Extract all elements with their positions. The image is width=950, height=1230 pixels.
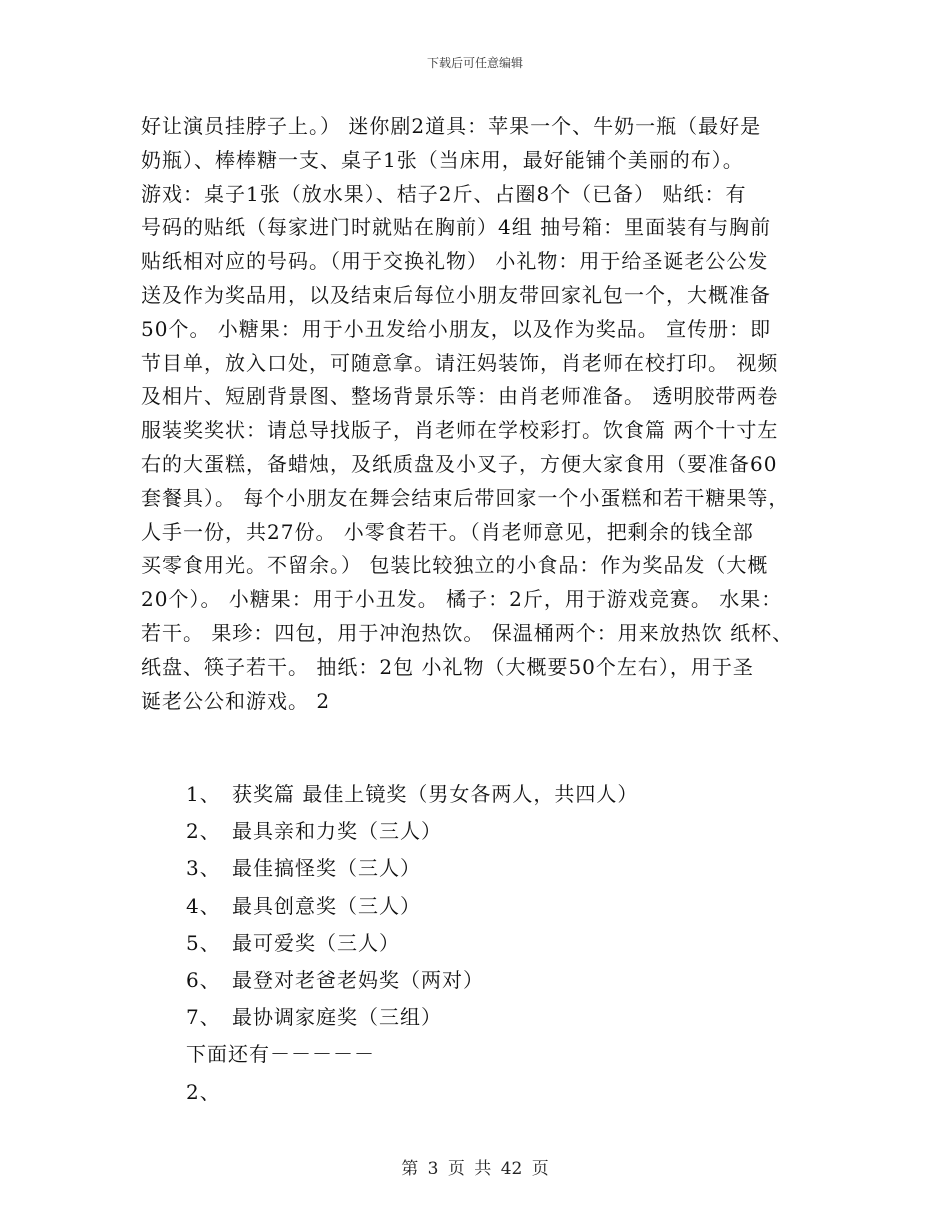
list-item-label: 最具亲和力奖（三人） bbox=[232, 819, 442, 844]
text-line: 20个）。 小糖果：用于小丑发。 橘子：2斤，用于游戏竞赛。 水果： bbox=[141, 587, 783, 612]
body-paragraph bbox=[141, 110, 813, 718]
list-item-number: 7、 bbox=[186, 1005, 221, 1030]
list-item-number: 5、 bbox=[186, 930, 221, 955]
awards-list bbox=[186, 776, 806, 1111]
text-line: 50个。 小糖果：用于小丑发给小朋友，以及作为奖品。 宣传册：即 bbox=[141, 316, 772, 341]
list-item-label: 最登对老爸老妈奖（两对） bbox=[232, 968, 484, 993]
page-header: 下载后可任意编辑 bbox=[426, 56, 523, 70]
list-item-label: 最可爱奖（三人） bbox=[232, 930, 400, 955]
list-item bbox=[186, 888, 806, 925]
list-item bbox=[186, 850, 806, 887]
text-line: 诞老公公和游戏。 2 bbox=[141, 688, 331, 713]
text-line: 买零食用光。不留余。） 包装比较独立的小食品：作为奖品发（大概 bbox=[141, 553, 769, 578]
text-line: 右的大蛋糕，备蜡烛，及纸质盘及小叉子，方便大家食用（要准备60 bbox=[141, 451, 778, 476]
text-line: 送及作为奖品用，以及结束后每位小朋友带回家礼包一个，大概准备 bbox=[141, 282, 771, 307]
text-line: 人手一份，共27份。 小零食若干。（肖老师意见，把剩余的钱全部 bbox=[141, 519, 754, 544]
list-item bbox=[186, 999, 806, 1036]
list-item-number: 4、 bbox=[186, 893, 221, 918]
list-item bbox=[186, 962, 806, 999]
list-item bbox=[186, 925, 806, 962]
text-line: 套餐具）。 每个小朋友在舞会结束后带回家一个小蛋糕和若干糖果等， bbox=[141, 485, 790, 510]
text-line: 号码的贴纸（每家进门时就贴在胸前）4组 抽号箱：里面装有与胸前 bbox=[141, 215, 772, 240]
text-line: 服装奖奖状：请总导找版子，肖老师在学校彩打。饮食篇 两个十寸左 bbox=[141, 418, 779, 443]
text-line: 纸盘、筷子若干。 抽纸：2包 小礼物（大概要50个左右），用于圣 bbox=[141, 654, 754, 679]
text-line: 游戏：桌子1张（放水果）、桔子2斤、占圈8个（已备） 贴纸：有 bbox=[141, 181, 747, 206]
text-line: 若干。 果珍：四包，用于冲泡热饮。 保温桶两个：用来放热饮 纸杯、 bbox=[141, 620, 794, 645]
text-line: 奶瓶）、棒棒糖一支、桌子1张（当床用，最好能铺个美丽的布）。 bbox=[141, 147, 744, 172]
list-item-number: 2、 bbox=[186, 1079, 221, 1104]
page-number-footer: 第 3 页 共 42 页 bbox=[401, 1159, 549, 1179]
text-line: 贴纸相对应的号码。（用于交换礼物） 小礼物：用于给圣诞老公公发 bbox=[141, 249, 769, 274]
text-line: 及相片、短剧背景图、整场背景乐等：由肖老师准备。 透明胶带两卷 bbox=[141, 384, 779, 409]
list-item-label: 最具创意奖（三人） bbox=[232, 893, 421, 918]
list-item-number: 1、 bbox=[186, 782, 221, 806]
list-item-number: 3、 bbox=[186, 856, 221, 881]
list-item-label: 获奖篇 最佳上镜奖（男女各两人，共四人） bbox=[232, 782, 639, 806]
more-below-text: 下面还有－－－－－ bbox=[186, 1042, 375, 1067]
list-item-label: 最协调家庭奖（三组） bbox=[232, 1005, 442, 1030]
text-line: 节目单，放入口处，可随意拿。请汪妈装饰，肖老师在校打印。 视频 bbox=[141, 350, 779, 375]
list-item-label: 最佳搞怪奖（三人） bbox=[232, 856, 421, 881]
list-item-number: 2、 bbox=[186, 819, 221, 844]
list-item-number: 6、 bbox=[186, 968, 221, 993]
list-item bbox=[186, 776, 806, 813]
list-item bbox=[186, 813, 806, 850]
text-line: 好让演员挂脖子上。） 迷你剧2道具：苹果一个、牛奶一瓶（最好是 bbox=[141, 114, 762, 138]
